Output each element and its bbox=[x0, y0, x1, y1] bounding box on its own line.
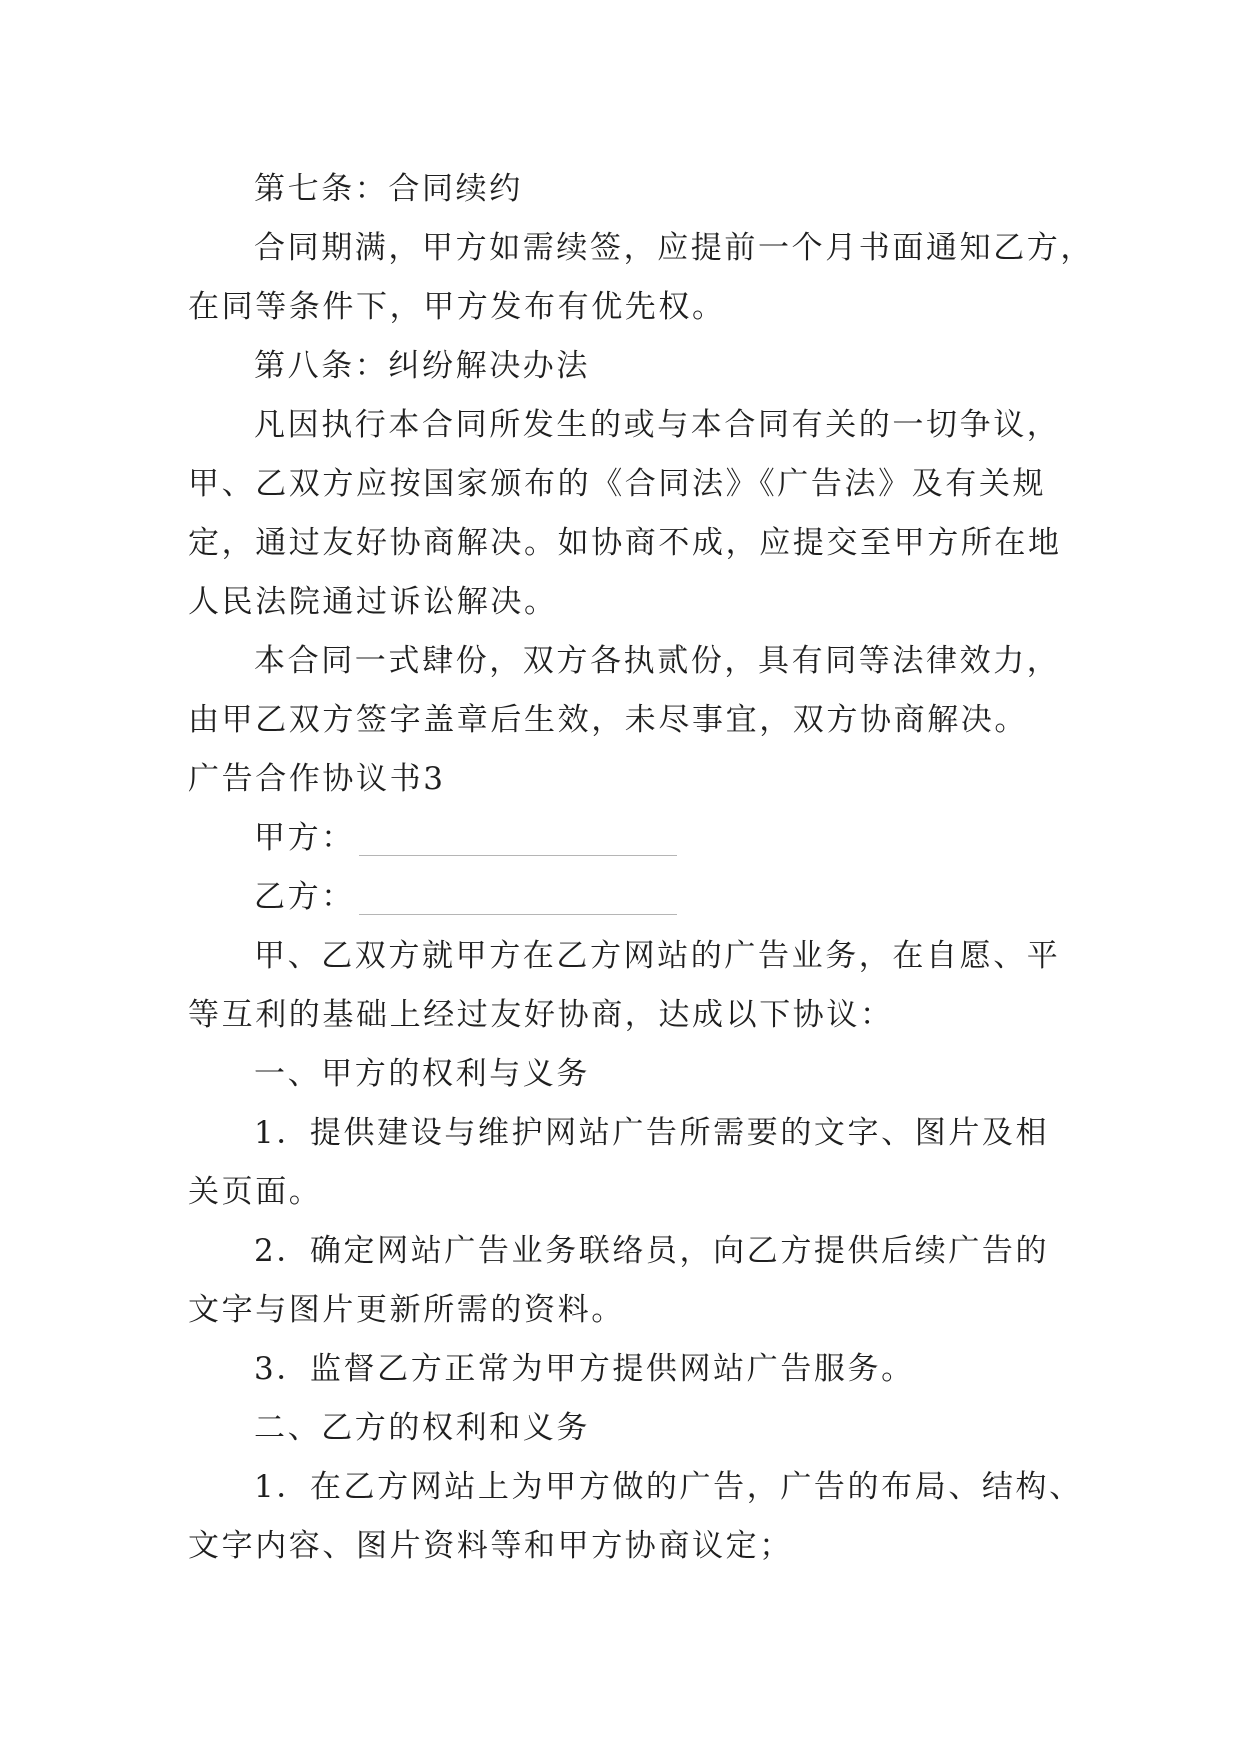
paragraph bbox=[188, 1104, 1068, 1222]
paragraph bbox=[188, 809, 1068, 868]
text-line: 人民法院通过诉讼解决。 bbox=[188, 584, 558, 620]
paragraph bbox=[188, 1045, 1068, 1104]
text-line: 等互利的基础上经过友好协商，达成以下协议： bbox=[188, 997, 894, 1033]
party-b-label: 乙方： bbox=[254, 879, 355, 915]
section-heading: 第八条：纠纷解决办法 bbox=[254, 348, 590, 384]
section-heading: 二、乙方的权利和义务 bbox=[254, 1410, 590, 1446]
text-line: 2．确定网站广告业务联络员，向乙方提供后续广告的 bbox=[254, 1233, 1050, 1269]
text-line: 文字内容、图片资料等和甲方协商议定； bbox=[188, 1528, 793, 1564]
paragraph bbox=[188, 1399, 1068, 1458]
text-line: 凡因执行本合同所发生的或与本合同有关的一切争议， bbox=[254, 407, 1061, 443]
section-heading: 第七条：合同续约 bbox=[254, 171, 523, 207]
text-line: 合同期满，甲方如需续签，应提前一个月书面通知乙方， bbox=[254, 230, 1094, 266]
party-b-line bbox=[188, 868, 1068, 927]
text-line: 文字与图片更新所需的资料。 bbox=[188, 1292, 625, 1328]
paragraph bbox=[188, 927, 1068, 1045]
paragraph bbox=[188, 632, 1068, 750]
text-line: 3．监督乙方正常为甲方提供网站广告服务。 bbox=[254, 1351, 915, 1387]
text-line: 关页面。 bbox=[188, 1174, 323, 1210]
paragraph bbox=[188, 1458, 1083, 1576]
text-line: 定，通过友好协商解决。如协商不成，应提交至甲方所在地 bbox=[188, 525, 1062, 561]
text-line: 由甲乙双方签字盖章后生效，未尽事宜，双方协商解决。 bbox=[188, 702, 1028, 738]
party-b-blank bbox=[359, 882, 677, 915]
text-line: 1．在乙方网站上为甲方做的广告，广告的布局、结构、 bbox=[254, 1469, 1083, 1505]
paragraph bbox=[188, 337, 1068, 396]
party-a-label: 甲方： bbox=[254, 820, 355, 856]
paragraph bbox=[188, 160, 1068, 219]
document-title: 广告合作协议书3 bbox=[188, 761, 446, 797]
paragraph bbox=[188, 1340, 1068, 1399]
text-line: 1．提供建设与维护网站广告所需要的文字、图片及相 bbox=[254, 1115, 1050, 1151]
party-a-line bbox=[188, 809, 1068, 868]
party-a-blank bbox=[359, 823, 677, 856]
text-line: 在同等条件下，甲方发布有优先权。 bbox=[188, 289, 726, 325]
paragraph bbox=[188, 219, 1094, 337]
text-line: 甲、乙双方就甲方在乙方网站的广告业务，在自愿、平 bbox=[254, 938, 1061, 974]
paragraph bbox=[188, 396, 1068, 632]
text-line: 本合同一式肆份，双方各执贰份，具有同等法律效力， bbox=[254, 643, 1061, 679]
section-heading: 一、甲方的权利与义务 bbox=[254, 1056, 590, 1092]
paragraph bbox=[188, 750, 1068, 809]
paragraph bbox=[188, 868, 1068, 927]
paragraph bbox=[188, 1222, 1068, 1340]
document-page bbox=[188, 160, 1094, 1576]
text-line: 甲、乙双方应按国家颁布的《合同法》《广告法》及有关规 bbox=[188, 466, 1047, 502]
